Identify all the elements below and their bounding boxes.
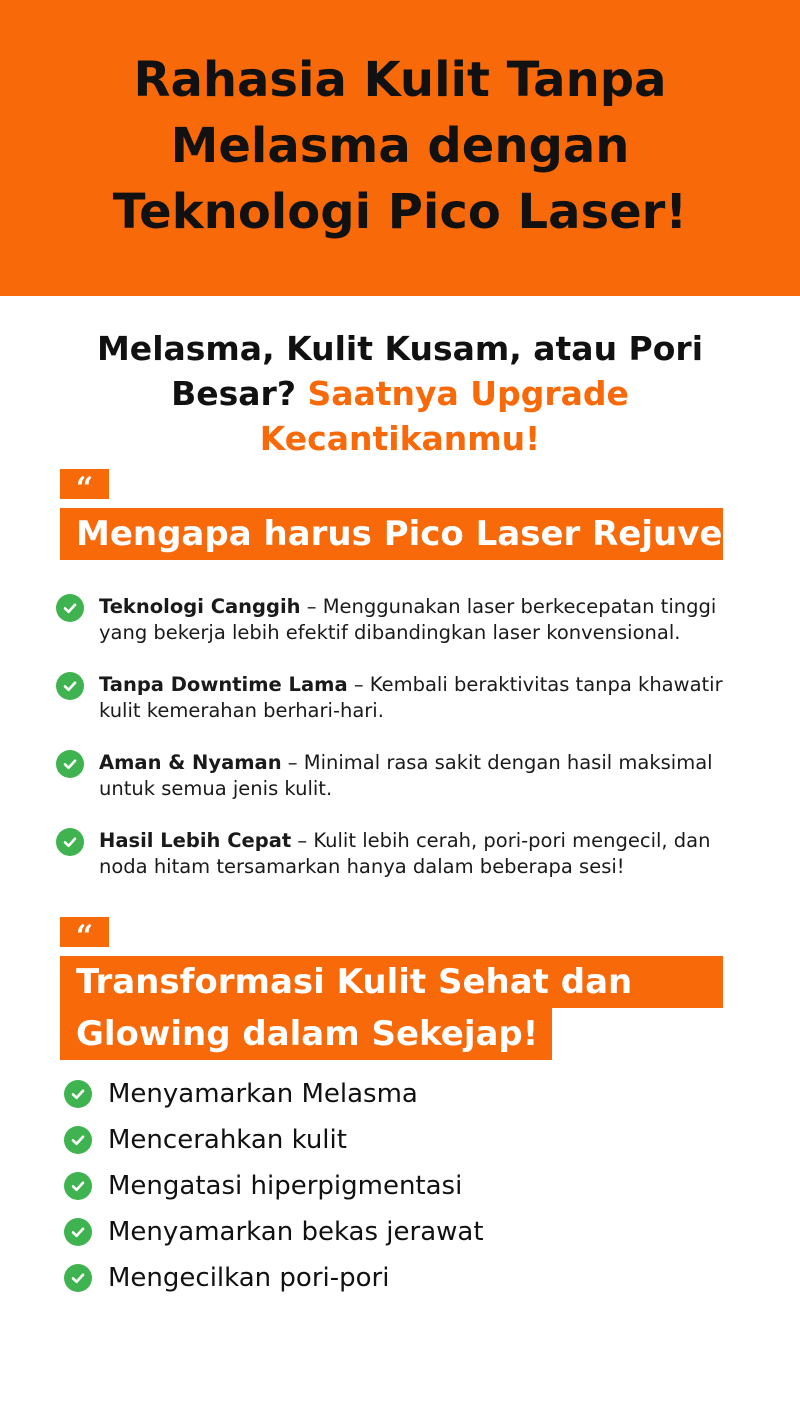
why-section-title-text: Mengapa harus Pico Laser Rejuve ? [60,508,723,560]
quote-icon: “ [60,469,109,499]
benefit-desc: – Kulit lebih cerah, pori-pori mengecil, dan noda hitam tersamarkan hanya dalam beberapa sesi! [99,829,711,878]
benefit-desc: – Minimal rasa sakit dengan hasil maksimal untuk semua jenis kulit. [99,751,713,800]
subheadline-accent: Saatnya Upgrade Kecantikanmu! [259,374,629,458]
quote-icon: “ [60,917,109,947]
check-circle-icon [64,1218,92,1246]
list-item [64,1074,418,1114]
result-label: Mengecilkan pori-pori [108,1263,390,1293]
list-item [64,1258,389,1298]
benefit-title: Tanpa Downtime Lama [99,673,348,696]
check-circle-icon [56,828,84,856]
benefit-text [99,594,746,646]
check-circle-icon [56,594,84,622]
list-item [64,1166,462,1206]
benefit-desc: – Kembali beraktivitas tanpa khawatir kulit kemerahan berhari-hari. [99,673,723,722]
hero-banner [0,0,800,296]
list-item [56,594,746,646]
transform-title-line2: Glowing dalam Sekejap! [60,1008,552,1060]
list-item [56,750,746,802]
result-label: Menyamarkan Melasma [108,1079,418,1109]
result-label: Mencerahkan kulit [108,1125,347,1155]
benefit-text [99,750,746,802]
benefit-title: Teknologi Canggih [99,595,301,618]
benefit-title: Hasil Lebih Cepat [99,829,292,852]
hero-title: Rahasia Kulit Tanpa Melasma dengan Teknologi Pico Laser! [112,52,688,240]
benefit-title: Aman & Nyaman [99,751,282,774]
benefit-text [99,672,746,724]
check-circle-icon [64,1126,92,1154]
list-item [64,1120,347,1160]
benefit-text [99,828,746,880]
transform-title-line1: Transformasi Kulit Sehat dan [60,956,723,1008]
result-label: Mengatasi hiperpigmentasi [108,1171,463,1201]
check-circle-icon [64,1264,92,1292]
result-label: Menyamarkan bekas jerawat [108,1217,484,1247]
check-circle-icon [56,672,84,700]
list-item [56,672,746,724]
subheadline [80,326,720,461]
list-item [64,1212,484,1252]
check-circle-icon [64,1080,92,1108]
benefit-desc: – Menggunakan laser berkecepatan tinggi yang bekerja lebih efektif dibandingkan laser konvensional. [99,595,717,644]
check-circle-icon [56,750,84,778]
list-item [56,828,746,880]
check-circle-icon [64,1172,92,1200]
transform-section-title [60,956,723,1060]
subheadline-lead: Melasma, Kulit Kusam, atau Pori Besar? [96,329,704,413]
why-section-title [60,508,755,560]
